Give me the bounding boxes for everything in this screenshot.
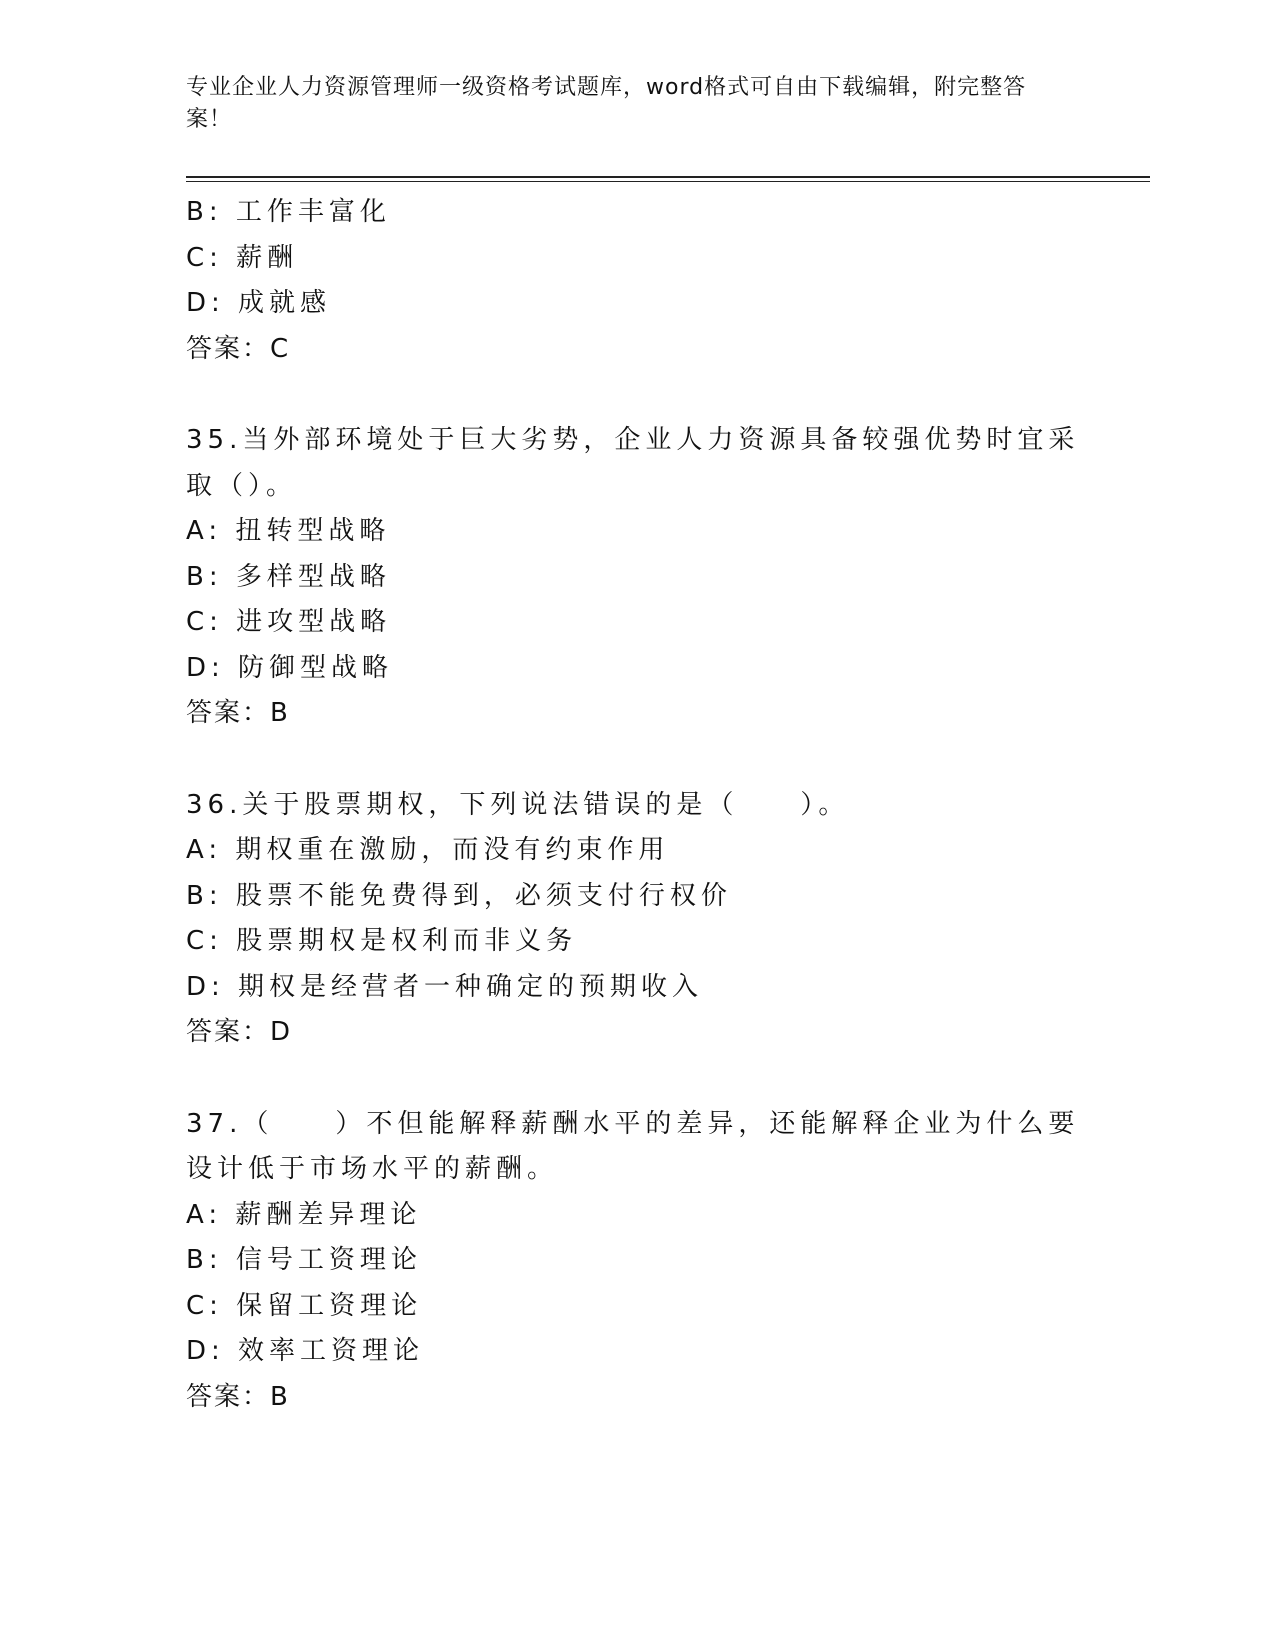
document-header: 专业企业人力资源管理师一级资格考试题库，word格式可自由下载编辑，附完整答案！ — [186, 75, 1027, 132]
question-35 — [186, 418, 1086, 737]
option-b: B: 多样型战略 — [186, 561, 391, 592]
option-c: C: 薪酬 — [186, 242, 299, 273]
question-list — [186, 190, 1086, 1420]
header-rule-thick — [186, 176, 1150, 178]
option-d: D: 效率工资理论 — [186, 1336, 425, 1366]
answer-line: 答案：B — [186, 1381, 290, 1412]
option-b: B: 工作丰富化 — [186, 197, 391, 227]
question-stem: 37.（ ）不但能解释薪酬水平的差异，还能解释企业为什么要设计低于市场水平的薪酬。 — [186, 1108, 1080, 1184]
option-b: B: 股票不能免费得到，必须支付行权价 — [186, 880, 732, 911]
option-a: A: 薪酬差异理论 — [186, 1199, 422, 1230]
spacer — [186, 737, 1086, 783]
spacer — [186, 372, 1086, 418]
answer-line: 答案：D — [186, 1017, 293, 1047]
option-a: A: 扭转型战略 — [186, 516, 391, 546]
answer-line: 答案：B — [186, 698, 290, 728]
question-37 — [186, 1102, 1086, 1421]
question-34-continued — [186, 190, 1086, 372]
option-a: A: 期权重在激励，而没有约束作用 — [186, 835, 670, 865]
answer-line: 答案：C — [186, 333, 291, 364]
question-36 — [186, 783, 1086, 1056]
spacer — [186, 1056, 1086, 1102]
option-d: D: 成就感 — [186, 288, 332, 318]
question-stem: 36.关于股票期权，下列说法错误的是（ ）。 — [186, 789, 850, 820]
header-rule-thin — [186, 181, 1150, 182]
question-stem: 35.当外部环境处于巨大劣势，企业人力资源具备较强优势时宜采取（）。 — [186, 425, 1080, 501]
option-c: C: 股票期权是权利而非义务 — [186, 926, 578, 956]
option-d: D: 防御型战略 — [186, 652, 394, 683]
option-d: D: 期权是经营者一种确定的预期收入 — [186, 971, 704, 1002]
option-b: B: 信号工资理论 — [186, 1245, 422, 1275]
option-c: C: 进攻型战略 — [186, 607, 392, 637]
option-c: C: 保留工资理论 — [186, 1290, 423, 1321]
